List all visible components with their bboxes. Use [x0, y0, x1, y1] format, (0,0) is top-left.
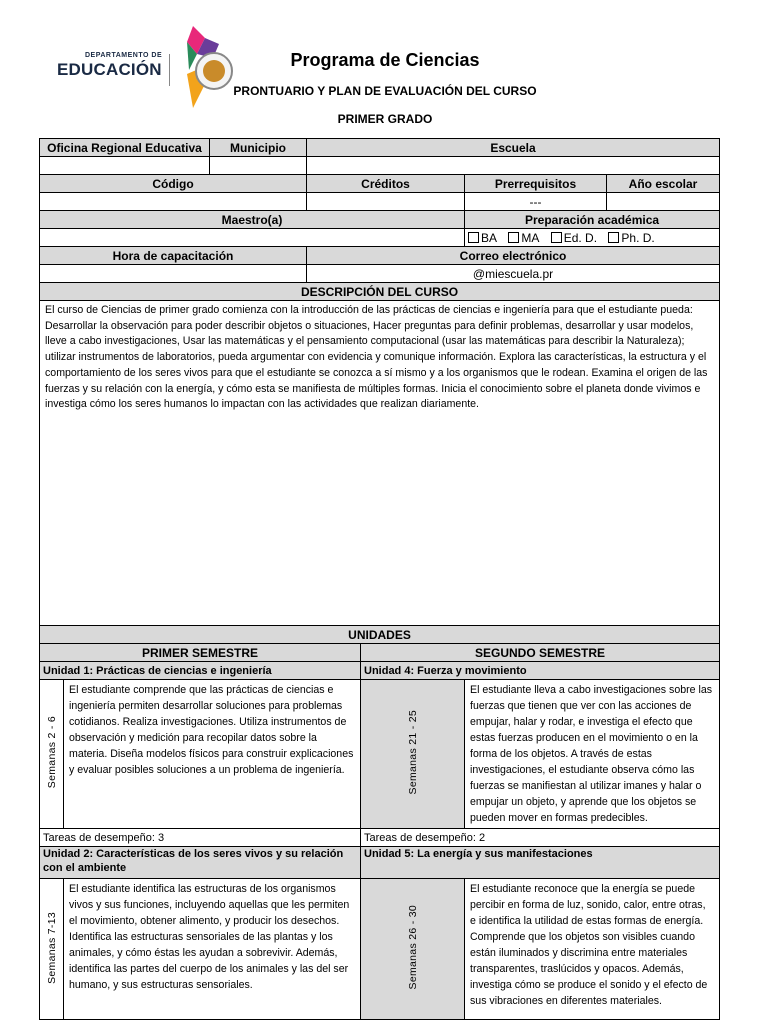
unit-5-description: El estudiante reconoce que la energía se puede percibir en forma de luz, sonido, calor, entre otras, e identifica la utilidad de estas formas de energía. Comprende que los objetos son visibles cuando están iluminados y discrimina entre materiales transparentes, traslúcidos y opacos. Además, investiga cómo se produce el sonido y el efecto de sus vibraciones en diferentes materiales.: [465, 879, 720, 1020]
hora-field[interactable]: [40, 265, 307, 283]
unit-1-tasks: Tareas de desempeño: 3: [40, 829, 361, 847]
correo-field[interactable]: @miescuela.pr: [307, 265, 720, 283]
unit-4-weeks: Semanas 21 - 25: [361, 680, 465, 829]
grade-label: PRIMER GRADO: [337, 112, 433, 126]
maestro-field[interactable]: [40, 229, 465, 247]
unidades-label: UNIDADES: [40, 626, 720, 644]
municipio-label: Municipio: [210, 139, 307, 157]
codigo-label: Código: [40, 175, 307, 193]
ano-escolar-field[interactable]: [607, 193, 720, 211]
prep-option-ma[interactable]: MA: [508, 231, 539, 245]
ano-escolar-label: Año escolar: [607, 175, 720, 193]
prep-option-ba[interactable]: BA: [468, 231, 497, 245]
escuela-field[interactable]: [307, 157, 720, 175]
creditos-label: Créditos: [307, 175, 465, 193]
unit-4-tasks: Tareas de desempeño: 2: [361, 829, 720, 847]
unit-4-title: Unidad 4: Fuerza y movimiento: [361, 662, 720, 680]
course-form: [39, 138, 720, 1020]
unit-1-description: El estudiante comprende que las prácticas de ciencias e ingeniería permiten desarrollar soluciones para problemas cotidianos. Realiza investigaciones. Utiliza instrumentos de observación y medición para recopilar datos sobre la materia. Diseña modelos físicos para construir explicaciones y evaluar posibles soluciones a un problema de ingeniería.: [64, 680, 361, 829]
unit-5-weeks: Semanas 26 - 30: [361, 879, 465, 1020]
preparacion-label: Preparación académica: [465, 211, 720, 229]
correo-label: Correo electrónico: [307, 247, 720, 265]
logo-dept-name: EDUCACIÓN: [57, 60, 162, 79]
primer-semestre-label: PRIMER SEMESTRE: [40, 644, 361, 662]
prerrequisitos-field[interactable]: ---: [465, 193, 607, 211]
escuela-label: Escuela: [307, 139, 720, 157]
unit-4-description: El estudiante lleva a cabo investigaciones sobre las fuerzas que tienen que ver con las acciones de empujar, halar y rodar, e investiga el efecto que estas fuerzas producen en el movimiento o en la forma de los objetos. A través de estas investigaciones, el estudiante observa cómo las fuerzas se manifiestan al utilizar imanes y halar o empujar un objeto, y aprende que los objetos se pueden mover en formas predecibles.: [465, 680, 720, 829]
unit-1-weeks: Semanas 2 - 6: [40, 680, 64, 829]
prep-option-edd[interactable]: Ed. D.: [551, 231, 597, 245]
maestro-label: Maestro(a): [40, 211, 465, 229]
descripcion-label: DESCRIPCIÓN DEL CURSO: [40, 283, 720, 301]
codigo-field[interactable]: [40, 193, 307, 211]
oficina-field[interactable]: [40, 157, 210, 175]
unit-1-title: Unidad 1: Prácticas de ciencias e ingeniería: [40, 662, 361, 680]
descripcion-text: El curso de Ciencias de primer grado comienza con la introducción de las prácticas de ciencias e ingeniería para que el estudiante pueda: Desarrollar la observación para poder describir objetos o situaciones, Hacer preguntas para definir problemas, desarrollar y usar modelos, lleve a cabo investigaciones, Usar las matemáticas y el pensamiento computacional (usar las matemáticas para describir la Naturaleza); utilizar instrumentos de laboratorios, pueda argumentar con evidencia y comunique información. Explora las características, la estructura y el comportamiento de los seres vivos para que el estudiante se conozca a sí mismo y a los organismos que le rodean. Examina el origen de las fuerzas y su relación con la energía, y cómo esta se manifiesta de múltiples formas. Inicia el conocimiento sobre el planeta donde vivimos e investiga cómo los seres humanos lo impactan con las actividades que realizan diariamente.: [40, 301, 720, 626]
checkbox-icon[interactable]: [608, 232, 619, 243]
checkbox-icon[interactable]: [508, 232, 519, 243]
logo-divider: [169, 54, 170, 86]
preparacion-options: [465, 229, 720, 247]
unit-5-title: Unidad 5: La energía y sus manifestaciones: [361, 847, 720, 879]
unit-2-description: El estudiante identifica las estructuras de los organismos vivos y sus funciones, incluyendo aquellas que les permiten el movimiento, obtener alimento, y producir los desechos. Identifica las estructuras sensoriales de las plantas y los animales, y cómo éstas les ayudan a sobrevivir. Además, identifica las partes del cuerpo de los animales y las del ser humano, y sus estructuras sensoriales.: [64, 879, 361, 1020]
hora-label: Hora de capacitación: [40, 247, 307, 265]
oficina-label: Oficina Regional Educativa: [40, 139, 210, 157]
page-subtitle: PRONTUARIO Y PLAN DE EVALUACIÓN DEL CURSO: [233, 84, 537, 98]
creditos-field[interactable]: [307, 193, 465, 211]
unit-2-title: Unidad 2: Características de los seres vivos y su relación con el ambiente: [40, 847, 361, 879]
segundo-semestre-label: SEGUNDO SEMESTRE: [361, 644, 720, 662]
checkbox-icon[interactable]: [551, 232, 562, 243]
page-title: Programa de Ciencias: [290, 50, 480, 70]
logo-dept-small: DEPARTAMENTO DE: [85, 52, 163, 59]
prep-option-phd[interactable]: Ph. D.: [608, 231, 654, 245]
unit-2-weeks: Semanas 7-13: [40, 879, 64, 1020]
checkbox-icon[interactable]: [468, 232, 479, 243]
municipio-field[interactable]: [210, 157, 307, 175]
prerrequisitos-label: Prerrequisitos: [465, 175, 607, 193]
